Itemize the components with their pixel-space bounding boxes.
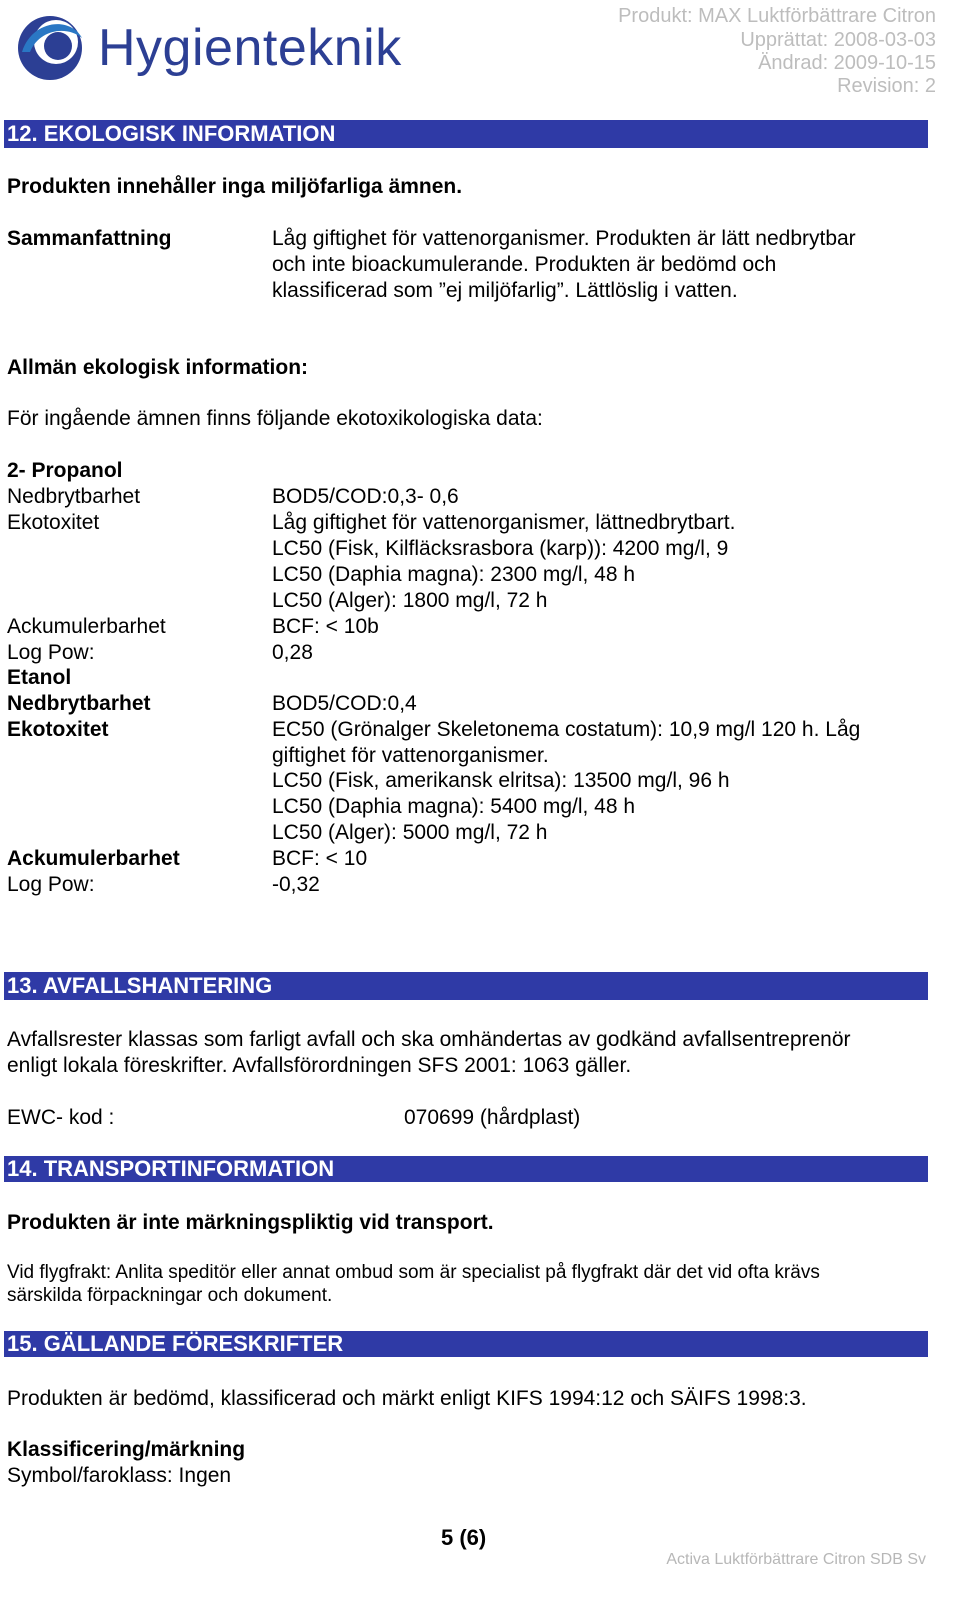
ewc-value: 070699 (hårdplast) <box>404 1106 581 1129</box>
section-12-title: 12. EKOLOGISK INFORMATION <box>4 120 928 148</box>
summary-label: Sammanfattning <box>7 227 172 250</box>
degradability-value: BOD5/COD:0,3- 0,6 <box>272 485 459 508</box>
page-number: 5 (6) <box>441 1525 487 1550</box>
ecotox-line: EC50 (Grönalger Skeletonema costatum): 10,9 mg/l 120 h. Låg <box>272 718 861 741</box>
product-name: Produkt: MAX Luktförbättrare Citron <box>618 5 936 27</box>
accumulation-value: BCF: < 10 <box>272 847 368 870</box>
degradability-value: BOD5/COD:0,4 <box>272 692 417 715</box>
summary-line: Låg giftighet för vattenorganismer. Produkten är lätt nedbrytbar <box>272 227 856 250</box>
summary-line: och inte bioackumulerande. Produkten är bedömd och <box>272 253 777 276</box>
summary-line: klassificerad som ”ej miljöfarlig”. Lättlöslig i vatten. <box>272 279 738 302</box>
ecotox-line: LC50 (Fisk, amerikansk elritsa): 13500 mg/l, 96 h <box>272 769 730 792</box>
logpow-value: 0,28 <box>272 641 313 664</box>
degradability-label: Nedbrytbarhet <box>7 692 151 715</box>
accumulation-label: Ackumulerbarhet <box>7 847 180 870</box>
ecotox-line: giftighet för vattenorganismer. <box>272 744 549 767</box>
general-heading: Allmän ekologisk information: <box>7 356 309 379</box>
logpow-label: Log Pow: <box>7 873 95 896</box>
logpow-label: Log Pow: <box>7 641 95 664</box>
logpow-value: -0,32 <box>272 873 320 896</box>
ecotox-line: Låg giftighet för vattenorganismer, lättnedbrytbart. <box>272 511 736 534</box>
ecotox-line: LC50 (Daphia magna): 2300 mg/l, 48 h <box>272 563 636 586</box>
created-date: Upprättat: 2008-03-03 <box>740 29 936 51</box>
ecotox-label: Ekotoxitet <box>7 718 109 741</box>
ecotox-line: LC50 (Alger): 5000 mg/l, 72 h <box>272 821 548 844</box>
ecotox-line: LC50 (Fisk, Kilfläcksrasbora (karp)): 4200 mg/l, 9 <box>272 537 729 560</box>
substance-name-propanol: 2- Propanol <box>7 459 123 482</box>
accumulation-label: Ackumulerbarhet <box>7 615 166 638</box>
footer-doc-name: Activa Luktförbättrare Citron SDB Sv <box>666 1551 926 1568</box>
section-14-title: 14. TRANSPORTINFORMATION <box>4 1156 928 1182</box>
ecotox-line: LC50 (Daphia magna): 5400 mg/l, 48 h <box>272 795 636 818</box>
company-logo <box>12 8 412 86</box>
logo-swirl-icon <box>12 8 92 86</box>
accumulation-value: BCF: < 10b <box>272 615 379 638</box>
classification-heading: Klassificering/märkning <box>7 1438 246 1461</box>
regulation-text: Produkten är bedömd, klassificerad och märkt enligt KIFS 1994:12 och SÄIFS 1998:3. <box>7 1387 807 1410</box>
air-freight-line: Vid flygfrakt: Anlita speditör eller annat ombud som är specialist på flygfrakt där det vid ofta krävs <box>7 1262 820 1283</box>
changed-date: Ändrad: 2009-10-15 <box>758 52 936 74</box>
degradability-label: Nedbrytbarhet <box>7 485 141 508</box>
air-freight-line: särskilda förpackningar och dokument. <box>7 1285 333 1306</box>
ecotox-line: LC50 (Alger): 1800 mg/l, 72 h <box>272 589 548 612</box>
transport-statement: Produkten är inte märkningspliktig vid transport. <box>7 1211 494 1234</box>
revision: Revision: 2 <box>837 75 936 97</box>
logo-text: Hygienteknik <box>98 19 402 77</box>
waste-text-line: enligt lokala föreskrifter. Avfallsförordningen SFS 2001: 1063 gäller. <box>7 1054 632 1077</box>
section-15-title: 15. GÄLLANDE FÖRESKRIFTER <box>4 1331 928 1357</box>
section-13-title: 13. AVFALLSHANTERING <box>4 972 928 1000</box>
waste-text-line: Avfallsrester klassas som farligt avfall och ska omhändertas av godkänd avfallsentreprenör <box>7 1028 851 1051</box>
substance-name-etanol: Etanol <box>7 666 72 689</box>
symbol-class: Symbol/faroklass: Ingen <box>7 1464 232 1487</box>
ecotox-intro: För ingående ämnen finns följande ekotoxikologiska data: <box>7 407 543 430</box>
s12-statement: Produkten innehåller inga miljöfarliga ämnen. <box>7 175 463 198</box>
ecotox-label: Ekotoxitet <box>7 511 100 534</box>
ewc-label: EWC- kod : <box>7 1106 115 1129</box>
